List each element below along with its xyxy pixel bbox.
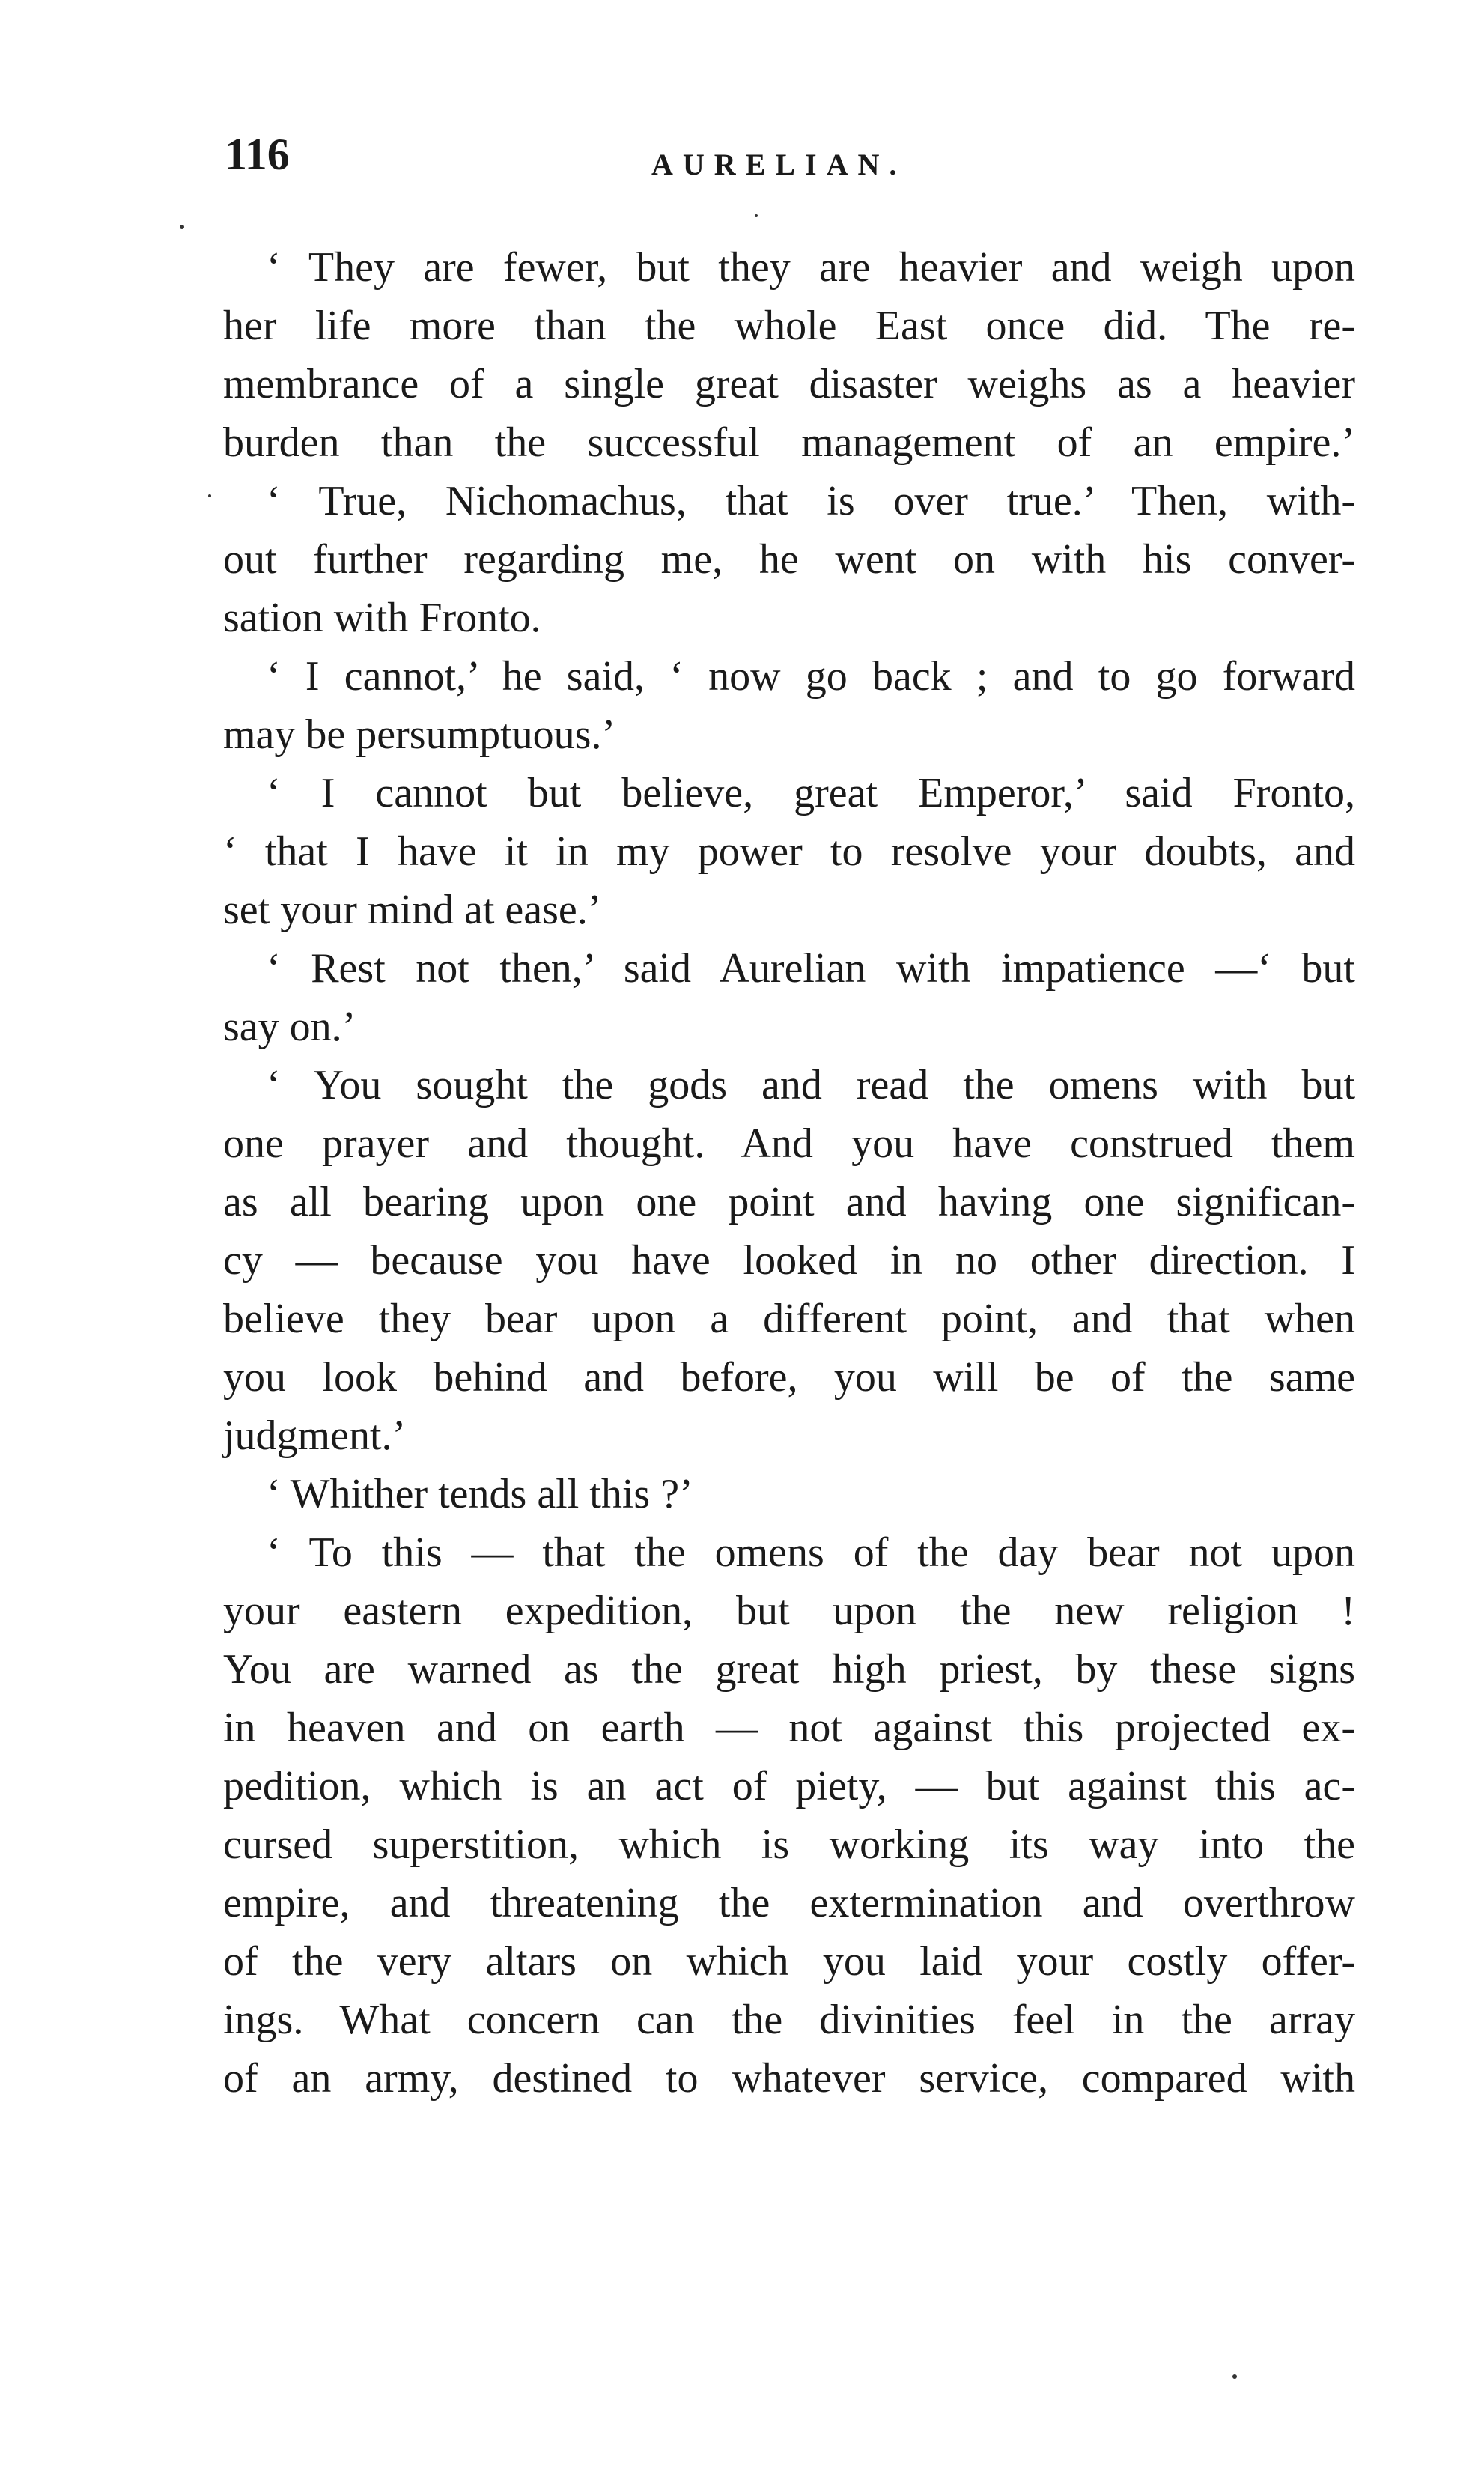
- text-line: ‘ I cannot,’ he said, ‘ now go back ; and to go forward: [267, 653, 1355, 700]
- text-line: ‘ I cannot but believe, great Emperor,’ said Fronto,: [267, 770, 1355, 816]
- text-line: you look behind and before, you will be of the same: [223, 1354, 1355, 1401]
- ink-speck: [755, 214, 758, 217]
- text-line: one prayer and thought. And you have construed them: [223, 1120, 1355, 1167]
- body-text: [223, 238, 1355, 2108]
- text-line: of an army, destined to whatever service, compared with: [223, 2055, 1355, 2102]
- text-line: in heaven and on earth — not against this projected ex-: [223, 1705, 1355, 1751]
- text-line: ‘ Rest not then,’ said Aurelian with impatience —‘ but: [267, 945, 1355, 992]
- text-line: her life more than the whole East once did. The re-: [223, 303, 1355, 349]
- text-line: say on.’: [223, 1004, 356, 1050]
- text-line: ‘ Whither tends all this ?’: [267, 1471, 693, 1517]
- text-line: of the very altars on which you laid your costly offer-: [223, 1938, 1355, 1985]
- text-line: You are warned as the great high priest, by these signs: [223, 1646, 1355, 1693]
- page-number: 116: [225, 130, 290, 179]
- ink-speck: [1232, 2374, 1237, 2379]
- text-line: your eastern expedition, but upon the new religion !: [223, 1588, 1355, 1634]
- text-line: may be persumptuous.’: [223, 711, 616, 758]
- text-line: cy — because you have looked in no other direction. I: [223, 1237, 1355, 1284]
- ink-speck: [208, 494, 211, 497]
- text-line: ‘ To this — that the omens of the day bear not upon: [267, 1529, 1355, 1576]
- text-line: cursed superstition, which is working its way into the: [223, 1821, 1355, 1868]
- text-line: ‘ You sought the gods and read the omens with but: [267, 1062, 1355, 1108]
- text-line: membrance of a single great disaster weighs as a heavier: [223, 361, 1355, 407]
- ink-speck: [180, 225, 184, 229]
- text-line: ‘ that I have it in my power to resolve your doubts, and: [223, 828, 1355, 875]
- text-line: ings. What concern can the divinities feel in the array: [223, 1997, 1355, 2043]
- running-title: AURELIAN.: [651, 148, 907, 181]
- text-line: pedition, which is an act of piety, — but against this ac-: [223, 1763, 1355, 1809]
- text-line: ‘ They are fewer, but they are heavier and weigh upon: [267, 244, 1355, 291]
- text-line: as all bearing upon one point and having one significan-: [223, 1179, 1355, 1225]
- text-line: set your mind at ease.’: [223, 887, 602, 933]
- text-line: out further regarding me, he went on with his conver-: [223, 536, 1355, 583]
- text-line: believe they bear upon a different point, and that when: [223, 1296, 1355, 1342]
- text-line: burden than the successful management of an empire.’: [223, 419, 1355, 466]
- text-line: judgment.’: [223, 1413, 407, 1459]
- text-line: ‘ True, Nichomachus, that is over true.’ Then, with-: [267, 478, 1355, 524]
- text-line: sation with Fronto.: [223, 595, 541, 641]
- text-line: empire, and threatening the extermination and overthrow: [223, 1880, 1355, 1926]
